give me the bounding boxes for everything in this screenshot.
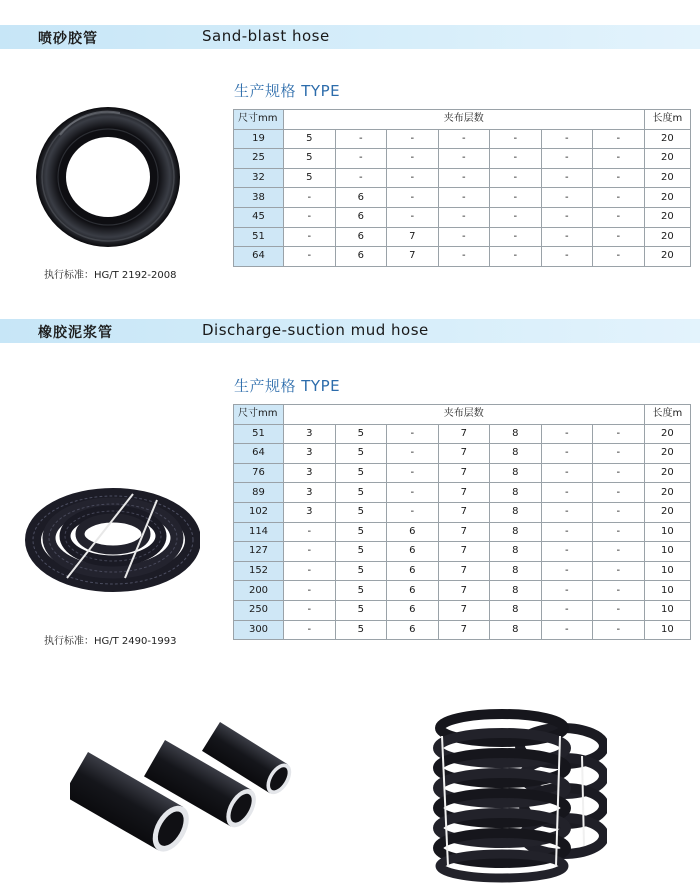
length-cell: 20 xyxy=(644,483,691,503)
standard-label: 执行标准：HG/T 2192-2008 xyxy=(44,270,177,281)
length-cell: 20 xyxy=(644,227,691,247)
table-row xyxy=(234,129,691,149)
layer-cell: - xyxy=(490,168,542,188)
size-cell: 89 xyxy=(234,483,284,503)
layer-cell: 8 xyxy=(490,424,542,444)
size-cell: 45 xyxy=(234,207,284,227)
layer-cell: - xyxy=(387,463,439,483)
layer-cell: - xyxy=(438,227,490,247)
length-cell: 10 xyxy=(644,522,691,542)
layer-cell: - xyxy=(284,600,336,620)
size-cell: 114 xyxy=(234,522,284,542)
layer-cell: - xyxy=(438,207,490,227)
size-cell: 51 xyxy=(234,227,284,247)
layer-cell: - xyxy=(541,600,593,620)
layer-cell: 7 xyxy=(438,483,490,503)
section-title-en: Discharge-suction mud hose xyxy=(202,321,429,339)
layer-cell: - xyxy=(541,247,593,267)
layer-cell: - xyxy=(593,483,645,503)
layer-cell: - xyxy=(387,502,439,522)
layer-cell: - xyxy=(335,129,387,149)
layer-cell: - xyxy=(541,581,593,601)
layer-cell: - xyxy=(541,561,593,581)
table-row xyxy=(234,502,691,522)
header-size: 尺寸mm xyxy=(234,110,284,130)
type-title: 生产规格 TYPE xyxy=(234,377,341,395)
layer-cell: 6 xyxy=(335,227,387,247)
layer-cell: 8 xyxy=(490,561,542,581)
layer-cell: - xyxy=(284,620,336,640)
layer-cell: - xyxy=(593,620,645,640)
table-row xyxy=(234,561,691,581)
table-row xyxy=(234,168,691,188)
layer-cell: - xyxy=(284,581,336,601)
layer-cell: - xyxy=(593,561,645,581)
layer-cell: - xyxy=(335,168,387,188)
size-cell: 250 xyxy=(234,600,284,620)
layer-cell: 7 xyxy=(438,600,490,620)
spec-table-mud-hose xyxy=(233,404,691,640)
layer-cell: - xyxy=(284,188,336,208)
layer-cell: - xyxy=(490,188,542,208)
size-cell: 300 xyxy=(234,620,284,640)
layer-cell: - xyxy=(387,129,439,149)
table-row xyxy=(234,620,691,640)
length-cell: 20 xyxy=(644,188,691,208)
layer-cell: 7 xyxy=(438,542,490,562)
size-cell: 76 xyxy=(234,463,284,483)
layer-cell: 8 xyxy=(490,522,542,542)
layer-cell: 5 xyxy=(335,444,387,464)
layer-cell: 3 xyxy=(284,424,336,444)
layer-cell: - xyxy=(541,463,593,483)
layer-cell: - xyxy=(490,207,542,227)
layer-cell: 6 xyxy=(335,207,387,227)
layer-cell: 5 xyxy=(284,168,336,188)
table-row xyxy=(234,247,691,267)
length-cell: 20 xyxy=(644,149,691,169)
layer-cell: 7 xyxy=(387,227,439,247)
layer-cell: 6 xyxy=(335,188,387,208)
table-row xyxy=(234,600,691,620)
table-row xyxy=(234,483,691,503)
layer-cell: - xyxy=(593,424,645,444)
layer-cell: 5 xyxy=(335,502,387,522)
layer-cell: 6 xyxy=(387,581,439,601)
hose-coil-stack-image xyxy=(432,706,607,886)
layer-cell: - xyxy=(541,444,593,464)
layer-cell: - xyxy=(593,149,645,169)
length-cell: 10 xyxy=(644,581,691,601)
layer-cell: - xyxy=(541,424,593,444)
layer-cell: 5 xyxy=(335,542,387,562)
table-header-row xyxy=(234,110,691,130)
layer-cell: 7 xyxy=(438,424,490,444)
section-title-cn: 橡胶泥浆管 xyxy=(38,325,113,341)
layer-cell: - xyxy=(593,522,645,542)
layer-cell: - xyxy=(541,620,593,640)
layer-cell: - xyxy=(284,227,336,247)
layer-cell: 6 xyxy=(335,247,387,267)
layer-cell: - xyxy=(541,168,593,188)
layer-cell: - xyxy=(541,502,593,522)
layer-cell: 3 xyxy=(284,463,336,483)
layer-cell: 5 xyxy=(335,424,387,444)
type-title: 生产规格 TYPE xyxy=(234,82,341,100)
layer-cell: - xyxy=(593,444,645,464)
layer-cell: 6 xyxy=(387,522,439,542)
layer-cell: 8 xyxy=(490,463,542,483)
layer-cell: - xyxy=(387,483,439,503)
layer-cell: - xyxy=(593,227,645,247)
length-cell: 20 xyxy=(644,207,691,227)
layer-cell: - xyxy=(387,207,439,227)
layer-cell: 8 xyxy=(490,620,542,640)
layer-cell: 8 xyxy=(490,542,542,562)
layer-cell: - xyxy=(593,463,645,483)
size-cell: 127 xyxy=(234,542,284,562)
table-row xyxy=(234,149,691,169)
layer-cell: 7 xyxy=(438,444,490,464)
layer-cell: 7 xyxy=(438,620,490,640)
layer-cell: - xyxy=(541,188,593,208)
layer-cell: - xyxy=(387,149,439,169)
length-cell: 20 xyxy=(644,168,691,188)
table-row xyxy=(234,227,691,247)
layer-cell: 7 xyxy=(438,581,490,601)
layer-cell: 7 xyxy=(438,522,490,542)
length-cell: 20 xyxy=(644,247,691,267)
length-cell: 10 xyxy=(644,542,691,562)
layer-cell: 5 xyxy=(335,620,387,640)
standard-label: 执行标准：HG/T 2490-1993 xyxy=(44,636,177,647)
length-cell: 10 xyxy=(644,600,691,620)
size-cell: 19 xyxy=(234,129,284,149)
size-cell: 25 xyxy=(234,149,284,169)
table-row xyxy=(234,207,691,227)
section-title-cn: 喷砂胶管 xyxy=(38,31,98,47)
layer-cell: - xyxy=(593,542,645,562)
layer-cell: - xyxy=(541,129,593,149)
layer-cell: - xyxy=(541,542,593,562)
layer-cell: 7 xyxy=(438,502,490,522)
layer-cell: - xyxy=(387,188,439,208)
header-layers: 夹布层数 xyxy=(284,405,645,425)
length-cell: 10 xyxy=(644,620,691,640)
length-cell: 20 xyxy=(644,444,691,464)
layer-cell: - xyxy=(593,168,645,188)
header-length: 长度m xyxy=(644,405,691,425)
length-cell: 20 xyxy=(644,424,691,444)
layer-cell: - xyxy=(284,522,336,542)
length-cell: 20 xyxy=(644,129,691,149)
layer-cell: - xyxy=(490,129,542,149)
sand-blast-hose-coil-image xyxy=(30,95,190,255)
layer-cell: 5 xyxy=(335,522,387,542)
layer-cell: - xyxy=(438,149,490,169)
layer-cell: - xyxy=(284,207,336,227)
layer-cell: - xyxy=(593,600,645,620)
layer-cell: 5 xyxy=(335,561,387,581)
table-row xyxy=(234,424,691,444)
layer-cell: - xyxy=(438,129,490,149)
table-row xyxy=(234,581,691,601)
layer-cell: - xyxy=(284,542,336,562)
table-header-row xyxy=(234,405,691,425)
layer-cell: 8 xyxy=(490,581,542,601)
size-cell: 64 xyxy=(234,247,284,267)
size-cell: 32 xyxy=(234,168,284,188)
layer-cell: - xyxy=(387,168,439,188)
layer-cell: 6 xyxy=(387,620,439,640)
layer-cell: 6 xyxy=(387,542,439,562)
layer-cell: - xyxy=(284,561,336,581)
layer-cell: 3 xyxy=(284,444,336,464)
layer-cell: - xyxy=(541,149,593,169)
size-cell: 51 xyxy=(234,424,284,444)
header-size: 尺寸mm xyxy=(234,405,284,425)
layer-cell: 5 xyxy=(335,463,387,483)
length-cell: 20 xyxy=(644,502,691,522)
layer-cell: - xyxy=(335,149,387,169)
size-cell: 64 xyxy=(234,444,284,464)
section-title-en: Sand-blast hose xyxy=(202,27,330,45)
layer-cell: - xyxy=(541,483,593,503)
layer-cell: 6 xyxy=(387,561,439,581)
layer-cell: - xyxy=(593,207,645,227)
layer-cell: - xyxy=(438,188,490,208)
size-cell: 200 xyxy=(234,581,284,601)
layer-cell: - xyxy=(593,581,645,601)
table-row xyxy=(234,188,691,208)
layer-cell: 6 xyxy=(387,600,439,620)
layer-cell: - xyxy=(490,149,542,169)
spec-table-sand-blast xyxy=(233,109,691,267)
layer-cell: 7 xyxy=(438,463,490,483)
layer-cell: 5 xyxy=(335,483,387,503)
size-cell: 38 xyxy=(234,188,284,208)
layer-cell: - xyxy=(284,247,336,267)
layer-cell: - xyxy=(490,247,542,267)
layer-cell: - xyxy=(593,188,645,208)
table-row xyxy=(234,522,691,542)
layer-cell: 5 xyxy=(284,129,336,149)
size-cell: 102 xyxy=(234,502,284,522)
layer-cell: - xyxy=(593,502,645,522)
mud-hose-coil-image xyxy=(25,470,200,600)
section-header-sand-blast xyxy=(0,25,700,49)
layer-cell: 8 xyxy=(490,502,542,522)
layer-cell: 5 xyxy=(335,581,387,601)
hose-pipe-segments-image xyxy=(70,712,320,862)
table-row xyxy=(234,463,691,483)
layer-cell: 8 xyxy=(490,483,542,503)
layer-cell: - xyxy=(593,129,645,149)
layer-cell: - xyxy=(438,247,490,267)
layer-cell: 5 xyxy=(284,149,336,169)
layer-cell: 8 xyxy=(490,600,542,620)
layer-cell: 3 xyxy=(284,483,336,503)
table-row xyxy=(234,542,691,562)
layer-cell: 3 xyxy=(284,502,336,522)
section-header-mud-hose xyxy=(0,319,700,343)
length-cell: 20 xyxy=(644,463,691,483)
layer-cell: 7 xyxy=(387,247,439,267)
layer-cell: - xyxy=(387,444,439,464)
header-layers: 夹布层数 xyxy=(284,110,645,130)
header-length: 长度m xyxy=(644,110,691,130)
layer-cell: - xyxy=(438,168,490,188)
size-cell: 152 xyxy=(234,561,284,581)
table-row xyxy=(234,444,691,464)
layer-cell: - xyxy=(541,207,593,227)
layer-cell: - xyxy=(541,227,593,247)
layer-cell: 7 xyxy=(438,561,490,581)
layer-cell: - xyxy=(593,247,645,267)
layer-cell: - xyxy=(387,424,439,444)
layer-cell: - xyxy=(541,522,593,542)
layer-cell: 8 xyxy=(490,444,542,464)
layer-cell: - xyxy=(490,227,542,247)
length-cell: 10 xyxy=(644,561,691,581)
layer-cell: 5 xyxy=(335,600,387,620)
